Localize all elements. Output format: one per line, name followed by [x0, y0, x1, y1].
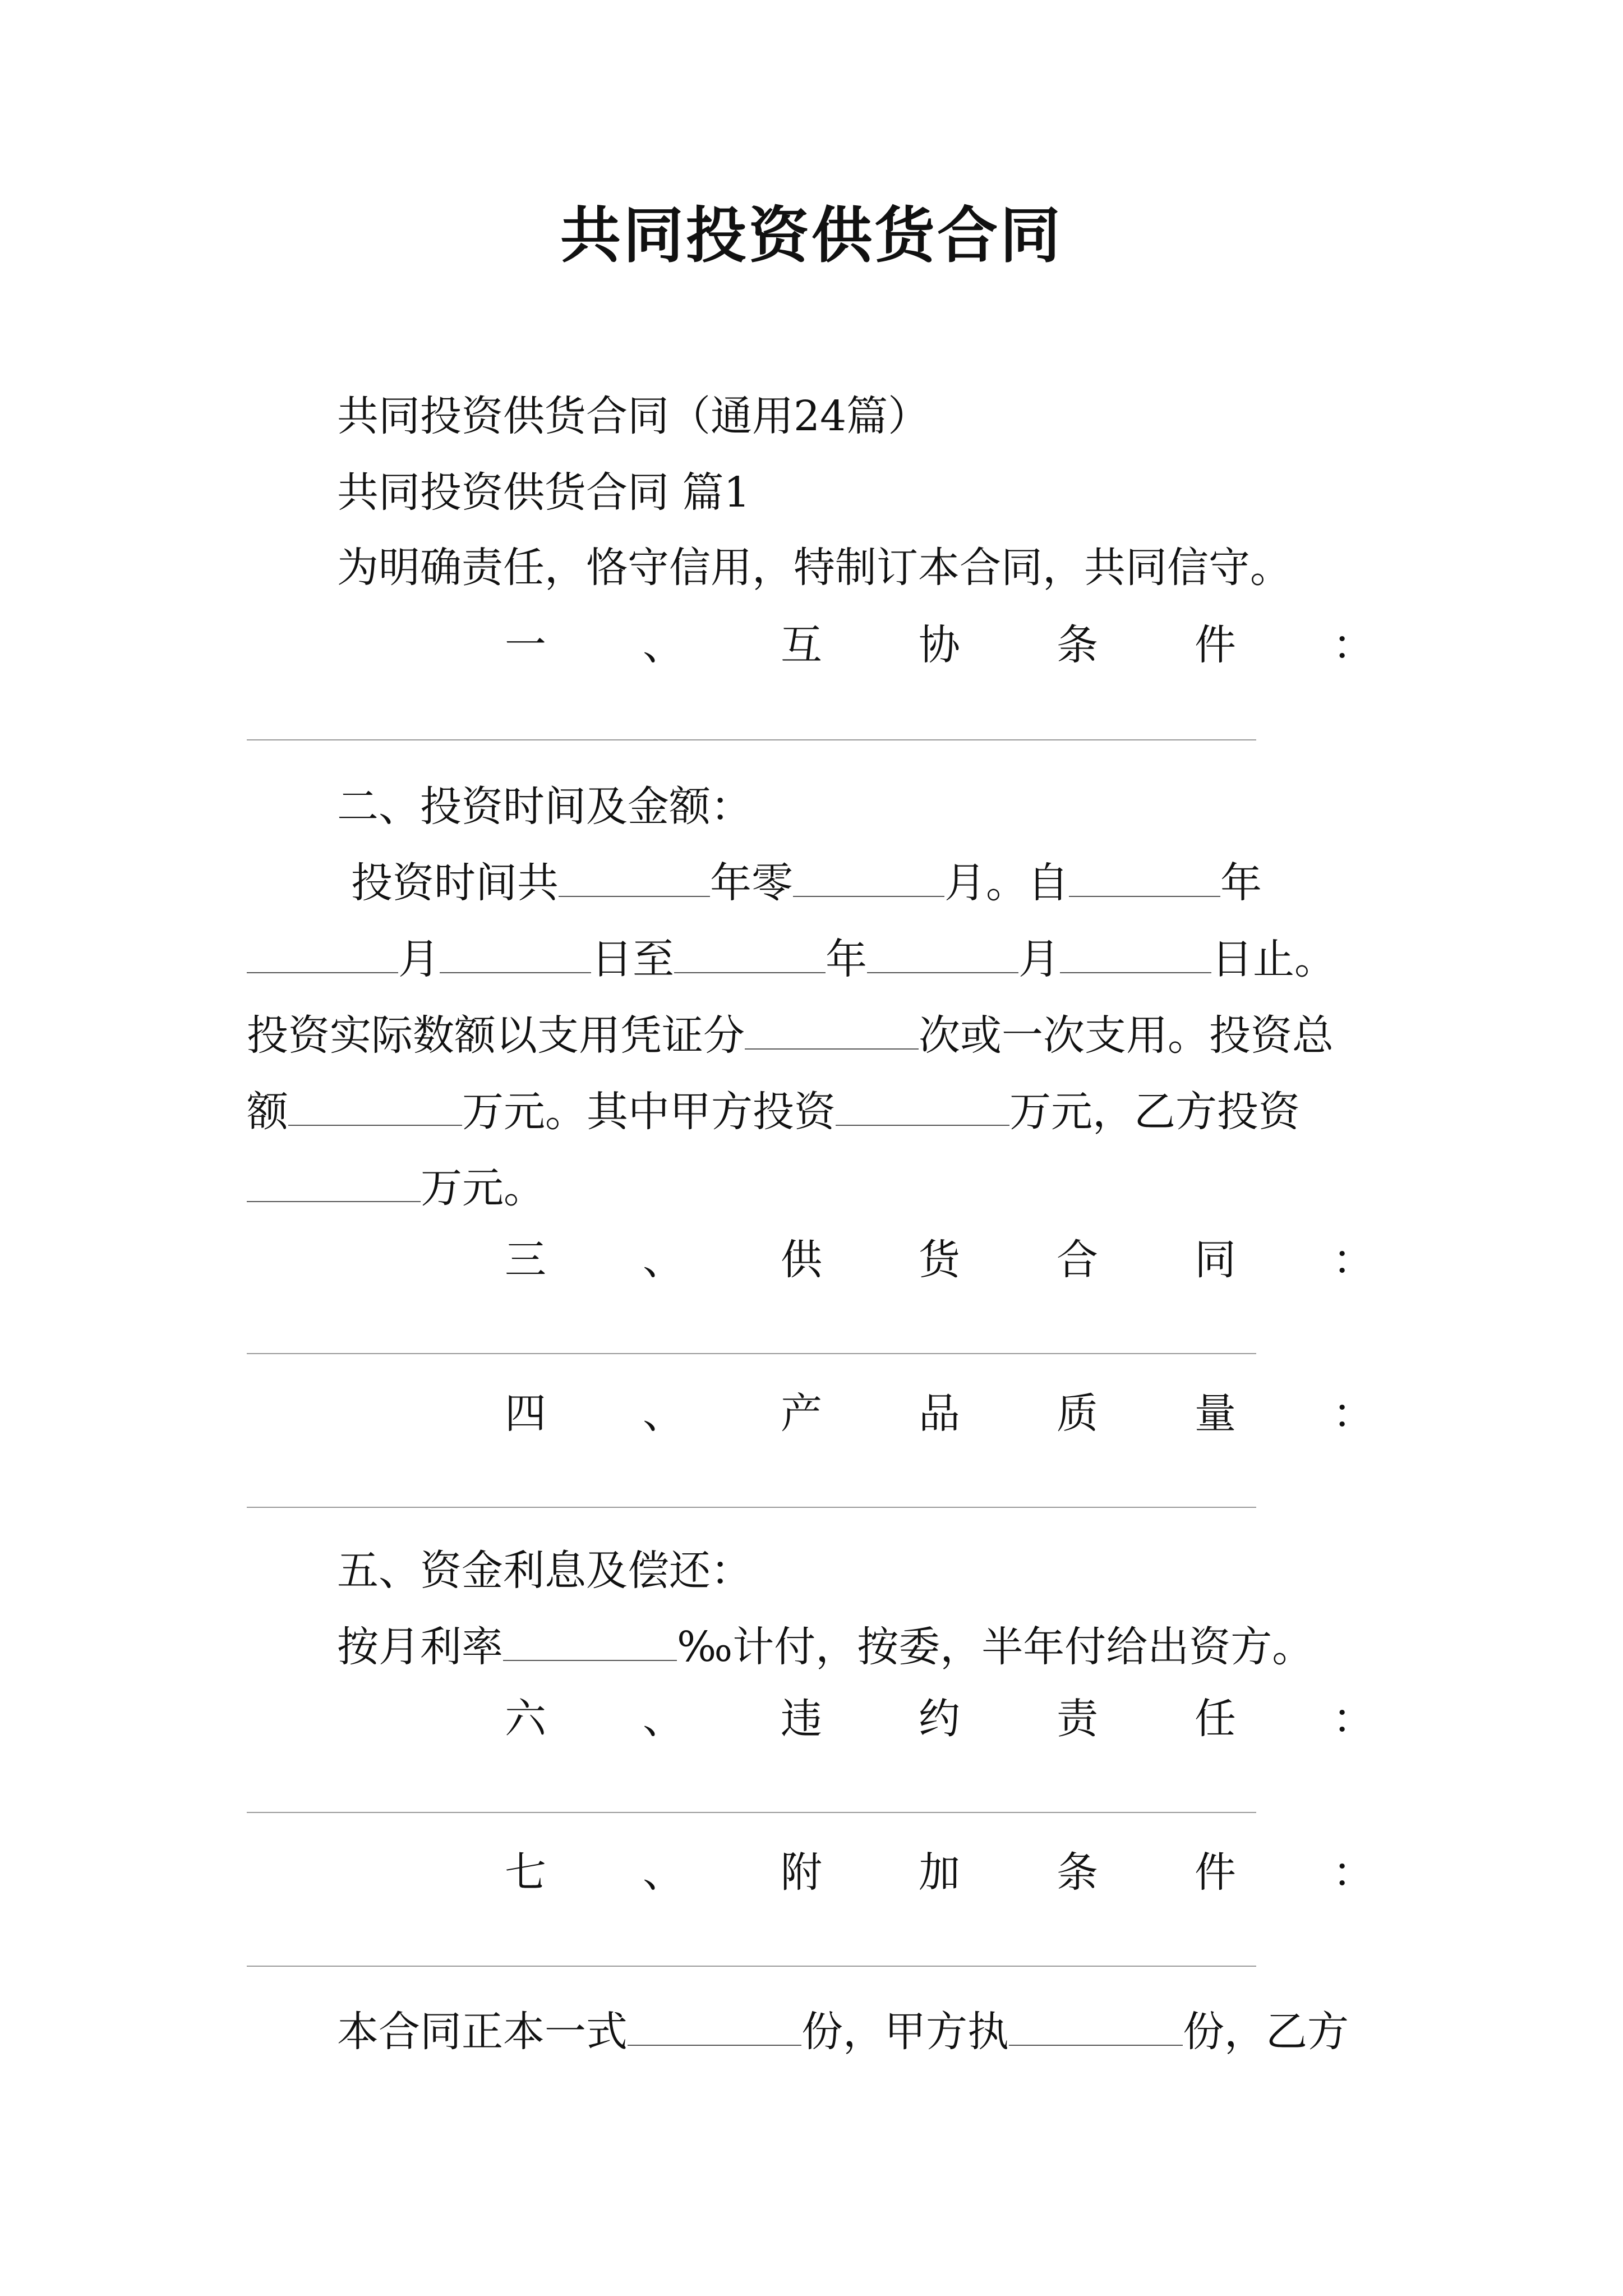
fill-blank	[674, 934, 826, 973]
heading-char: ：	[1332, 621, 1374, 669]
text: 万元，乙方投资	[1009, 1088, 1300, 1136]
text: 投资实际数额以支用凭证分	[247, 1011, 745, 1060]
heading-char: 、	[643, 1848, 684, 1897]
text: 次或一次支用。投资总	[919, 1011, 1334, 1060]
fill-blank	[288, 1087, 462, 1126]
fill-blank	[503, 1622, 677, 1661]
text: 月。自	[944, 859, 1069, 907]
heading-char: 货	[919, 1236, 960, 1284]
fill-blank	[1069, 858, 1220, 897]
heading-char: 产	[781, 1389, 822, 1438]
text: 份，甲方执	[801, 2008, 1009, 2056]
fill-blank	[628, 2007, 801, 2046]
heading-supply-contract	[505, 1232, 1374, 1288]
document-subtitle: 共同投资供货合同（通用24篇）	[337, 392, 930, 440]
heading-char: 件	[1195, 1848, 1236, 1897]
heading-product-quality	[505, 1386, 1374, 1442]
paragraph-line	[247, 931, 1336, 987]
text: 本合同正本一式	[337, 2008, 628, 2056]
heading-char: 四	[505, 1389, 546, 1438]
fill-blank	[1060, 934, 1211, 973]
fill-blank	[745, 1010, 919, 1050]
heading-char: 一	[505, 621, 546, 669]
text: 月	[398, 935, 440, 983]
heading-char: 条	[1057, 1848, 1098, 1897]
fill-blank	[836, 1087, 1009, 1126]
heading-char: 、	[643, 1695, 684, 1743]
text: 万元。	[421, 1164, 545, 1212]
text: 额	[247, 1088, 288, 1136]
heading-char: 违	[781, 1695, 822, 1743]
heading-char: 三	[505, 1236, 546, 1284]
text: 日至	[591, 935, 674, 983]
heading-char: ：	[1332, 1389, 1374, 1438]
heading-char: 约	[919, 1695, 960, 1743]
heading-char: 附	[781, 1848, 822, 1897]
heading-char: 加	[919, 1848, 960, 1897]
heading-breach-liability	[505, 1691, 1374, 1747]
heading-char: 协	[919, 621, 960, 669]
section-title: 共同投资供货合同 篇1	[337, 468, 750, 517]
blank-line	[247, 1507, 1256, 1508]
fill-blank	[559, 858, 710, 897]
fill-blank	[867, 934, 1018, 973]
heading-char: 供	[781, 1236, 822, 1284]
blank-line	[247, 1966, 1256, 1967]
text: 万元。其中甲方投资	[462, 1088, 836, 1136]
heading-char: ：	[1332, 1695, 1374, 1743]
fill-blank	[247, 934, 398, 973]
heading-char: 同	[1195, 1236, 1236, 1284]
blank-line	[247, 739, 1256, 740]
paragraph-line	[247, 1084, 1300, 1140]
heading-char: 件	[1195, 621, 1236, 669]
blank-line	[247, 1812, 1256, 1813]
document-title: 共同投资供货合同	[560, 200, 1063, 271]
paragraph-line	[351, 855, 1262, 911]
text: 份，乙方	[1183, 2008, 1349, 2056]
heading-char: 六	[505, 1695, 546, 1743]
heading-interest-repayment: 五、资金利息及偿还：	[337, 1547, 752, 1595]
heading-char: 量	[1195, 1389, 1236, 1438]
heading-char: 、	[643, 621, 684, 669]
heading-char: 合	[1057, 1236, 1098, 1284]
text: 按月利率	[337, 1623, 503, 1671]
heading-char: ：	[1332, 1848, 1374, 1897]
blank-line	[247, 1353, 1256, 1354]
paragraph-line	[337, 2004, 1349, 2060]
heading-char: 七	[505, 1848, 546, 1897]
text: 日止。	[1211, 935, 1336, 983]
fill-blank	[1009, 2007, 1183, 2046]
heading-char: 责	[1057, 1695, 1098, 1743]
text: 年零	[710, 859, 793, 907]
text: ‰计付，按委，半年付给出资方。	[677, 1623, 1314, 1671]
heading-char: ：	[1332, 1236, 1374, 1284]
heading-char: 、	[643, 1236, 684, 1284]
heading-char: 条	[1057, 621, 1098, 669]
text: 年	[1220, 859, 1262, 907]
paragraph-line	[247, 1007, 1334, 1064]
fill-blank	[793, 858, 944, 897]
heading-char: 、	[643, 1389, 684, 1438]
heading-investment-time-amount: 二、投资时间及金额：	[337, 783, 752, 831]
heading-char: 任	[1195, 1695, 1236, 1743]
fill-blank	[247, 1163, 421, 1202]
heading-char: 互	[781, 621, 822, 669]
heading-char: 品	[919, 1389, 960, 1438]
paragraph-line	[337, 1619, 1313, 1675]
text: 月	[1018, 935, 1060, 983]
intro-paragraph: 为明确责任，恪守信用，特制订本合同，共同信守。	[337, 544, 1292, 592]
text: 投资时间共	[351, 859, 559, 907]
text: 年	[826, 935, 867, 983]
heading-mutual-conditions	[505, 617, 1374, 673]
fill-blank	[440, 934, 591, 973]
heading-char: 质	[1057, 1389, 1098, 1438]
paragraph-line	[247, 1160, 545, 1216]
heading-additional-conditions	[505, 1844, 1374, 1901]
